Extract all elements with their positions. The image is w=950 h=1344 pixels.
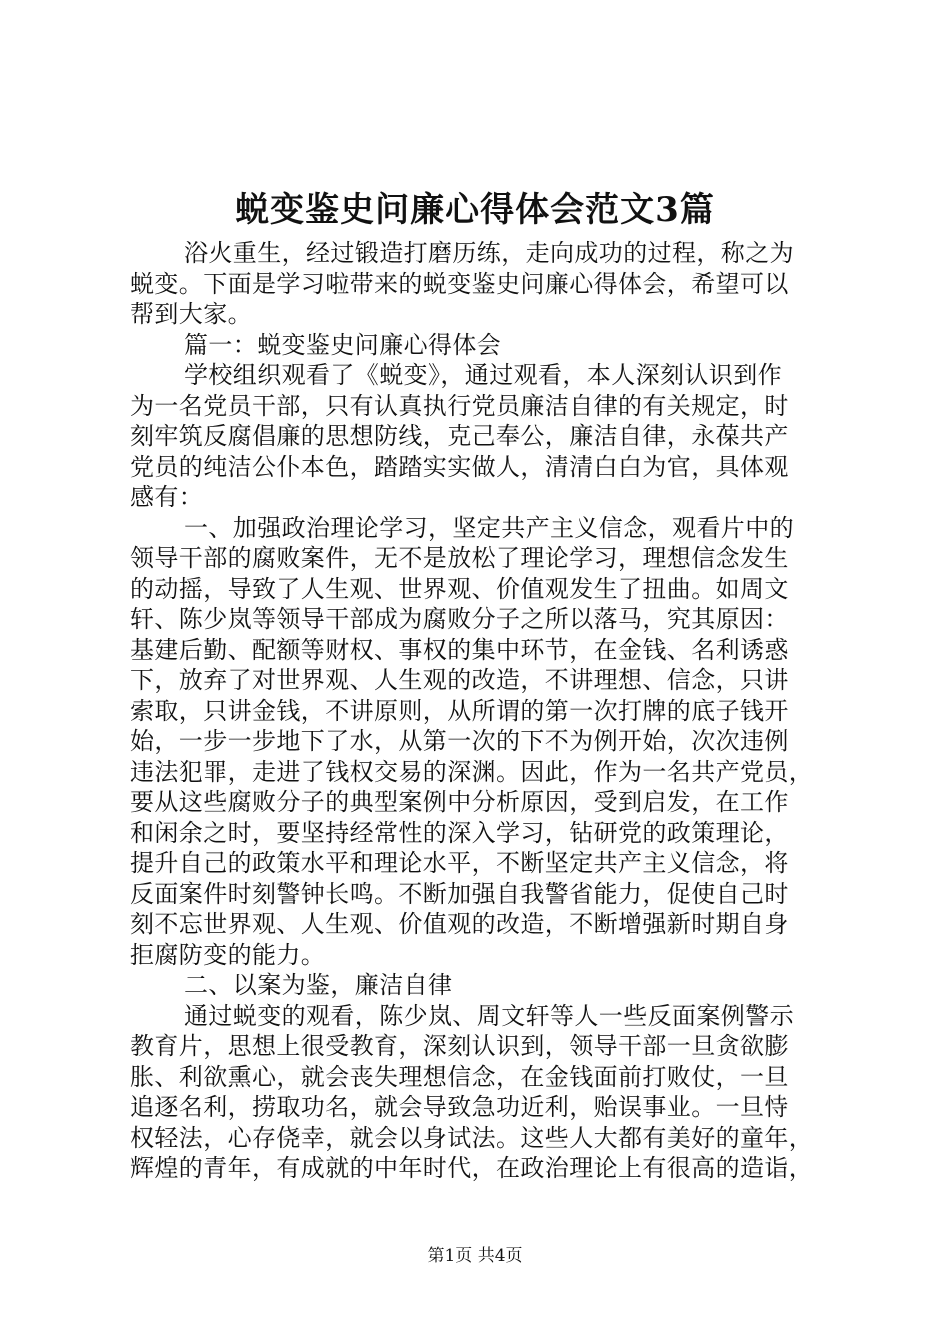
text-line: 通过蜕变的观看，陈少岚、周文轩等人一些反面案例警示 [184, 1001, 794, 1030]
text-line: 一、加强政治理论学习，坚定共产主义信念，观看片中的 [184, 513, 794, 542]
text-line: 拒腐防变的能力。 [130, 940, 326, 969]
text-line: 基建后勤、配额等财权、事权的集中环节，在金钱、名利诱惑 [130, 635, 789, 664]
text-line: 追逐名利，捞取功名，就会导致急功近利，贻误事业。一旦恃 [130, 1093, 789, 1121]
text-line: 提升自己的政策水平和理论水平，不断坚定共产主义信念，将 [130, 849, 789, 877]
body-paragraph [130, 1001, 840, 1184]
text-line: 轩、陈少岚等领导干部成为腐败分子之所以落马，究其原因： [130, 605, 789, 633]
text-line: 党员的纯洁公仆本色，踏踏实实做人，清清白白为官，具体观 [130, 452, 789, 481]
text-line: 胀、利欲熏心，就会丧失理想信念，在金钱面前打败仗，一旦 [130, 1062, 789, 1091]
section-heading [130, 970, 840, 1001]
body-paragraph [130, 360, 840, 513]
body-paragraph [130, 513, 840, 971]
text-line: 反面案件时刻警钟长鸣。不断加强自我警省能力，促使自己时 [130, 879, 789, 908]
section-heading-article-one [130, 330, 840, 361]
text-line: 篇一：蜕变鉴史问廉心得体会 [184, 330, 502, 359]
text-line: 感有： [130, 483, 204, 511]
text-line: 和闲余之时，要坚持经常性的深入学习，钻研党的政策理论， [130, 818, 789, 847]
text-line: 教育片，思想上很受教育，深刻认识到，领导干部一旦贪欲膨 [130, 1032, 789, 1060]
page-footer: 第1页 共4页 [427, 1246, 523, 1266]
text-line: 刻牢筑反腐倡廉的思想防线，克己奉公，廉洁自律，永葆共产 [130, 422, 789, 450]
text-line: 权轻法，心存侥幸，就会以身试法。这些人大都有美好的童年， [130, 1123, 814, 1152]
text-line: 始，一步一步地下了水，从第一次的下不为例开始，次次违例 [130, 727, 789, 755]
text-line: 领导干部的腐败案件，无不是放松了理论学习，理想信念发生 [130, 544, 789, 572]
text-line: 索取，只讲金钱，不讲原则，从所谓的第一次打牌的底子钱开 [130, 696, 789, 725]
text-line: 帮到大家。 [130, 300, 252, 328]
document-body [130, 238, 840, 1184]
text-line: 的动摇，导致了人生观、世界观、价值观发生了扭曲。如周文 [130, 574, 789, 603]
text-line: 辉煌的青年，有成就的中年时代，在政治理论上有很高的造诣， [130, 1154, 814, 1182]
text-line: 学校组织观看了《蜕变》，通过观看，本人深刻认识到作 [184, 361, 782, 389]
text-line: 刻不忘世界观、人生观、价值观的改造，不断增强新时期自身 [130, 910, 789, 938]
text-line: 下，放弃了对世界观、人生观的改造，不讲理想、信念，只讲 [130, 666, 789, 694]
text-line: 违法犯罪，走进了钱权交易的深渊。因此，作为一名共产党员， [130, 757, 814, 786]
document-title: 蜕变鉴史问廉心得体会范文3篇 [235, 190, 715, 230]
intro-paragraph [130, 238, 840, 330]
text-line: 要从这些腐败分子的典型案例中分析原因，受到启发，在工作 [130, 788, 789, 816]
text-line: 浴火重生，经过锻造打磨历练，走向成功的过程，称之为 [184, 239, 794, 267]
text-line: 二、以案为鉴，廉洁自律 [184, 971, 453, 999]
text-line: 蜕变。下面是学习啦带来的蜕变鉴史问廉心得体会，希望可以 [130, 269, 789, 298]
text-line: 为一名党员干部，只有认真执行党员廉洁自律的有关规定，时 [130, 391, 789, 420]
